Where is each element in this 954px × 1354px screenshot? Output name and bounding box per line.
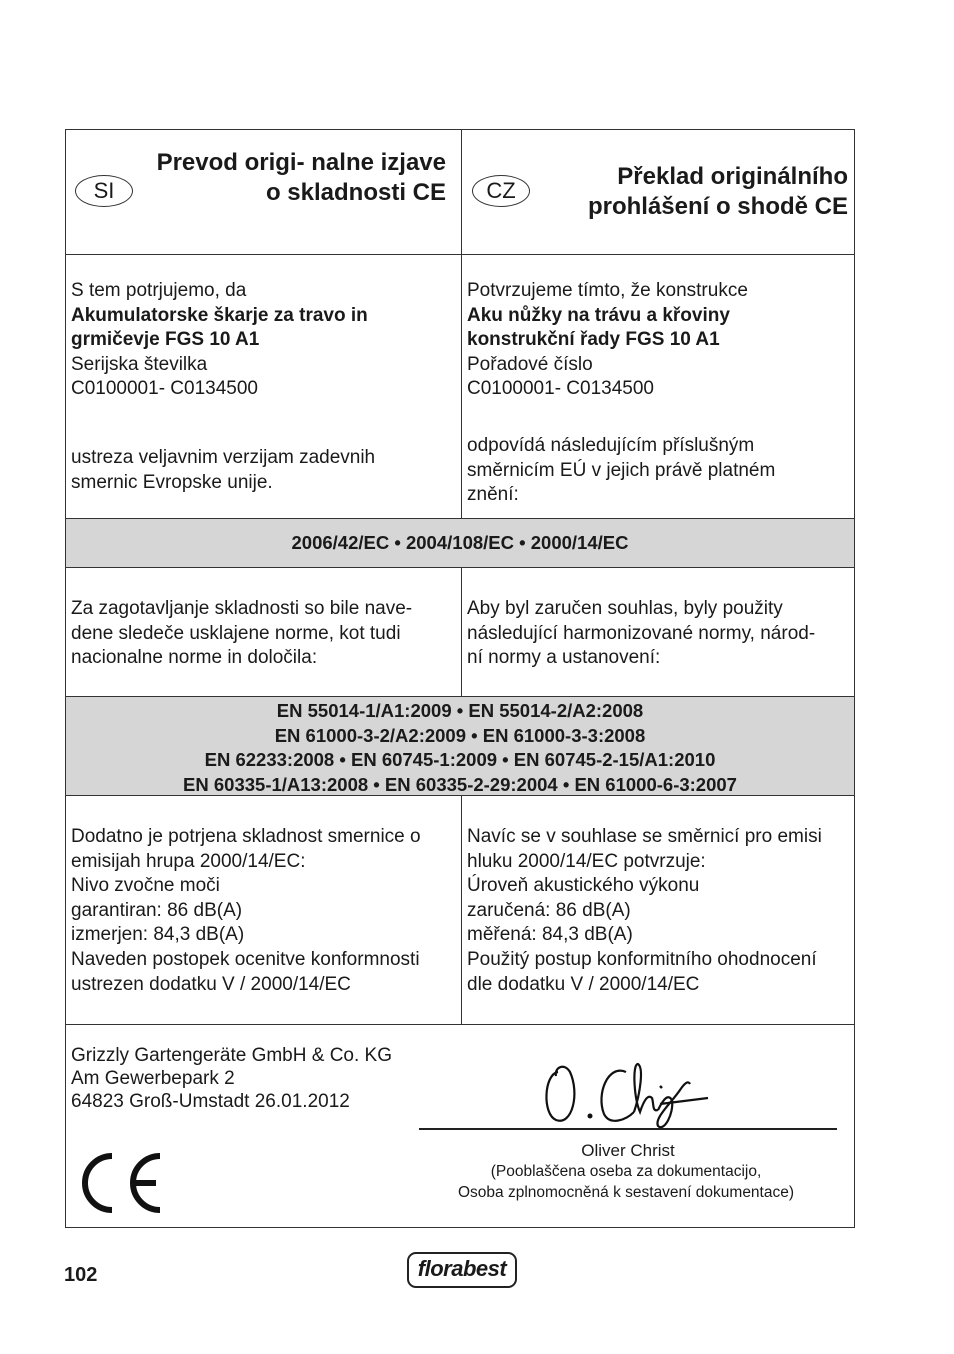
si-title: Prevod origi- nalne izjave o skladnosti CE (156, 149, 446, 206)
company-street: Am Gewerbepark 2 (71, 1068, 235, 1089)
si-language-badge: SI (75, 175, 133, 207)
ce-mark-icon (76, 1148, 164, 1223)
cz-language-badge: CZ (472, 175, 530, 207)
divider (66, 518, 854, 519)
divider (66, 254, 854, 255)
directives-list: 2006/42/EC • 2004/108/EC • 2000/14/EC (291, 532, 629, 553)
company-city-date: 64823 Groß-Umstadt 26.01.2012 (71, 1091, 350, 1112)
florabest-logo: florabest (407, 1252, 517, 1288)
si-product-statement: S tem potrjujemo, da Akumulatorske škarje za travo in grmičevje FGS 10 A1 Serijska številka C0100001- C0134500 (71, 280, 368, 400)
signatory-role: (Pooblaščena oseba za dokumentacijo, Osoba zplnomocněná k sestavení dokumentace) (457, 1163, 795, 1201)
norm-line: EN 61000-3-2/A2:2009 • EN 61000-3-3:2008 (274, 724, 646, 746)
column-divider (461, 130, 462, 519)
norm-line: EN 60335-1/A13:2008 • EN 60335-2-29:2004 • EN 61000-6-3:2007 (183, 773, 737, 795)
declaration-table (65, 129, 855, 1228)
si-norms-intro: Za zagotavljanje skladnosti so bile nave- dene sledeče usklajene norme, kot tudi nacionalne norme in določila: (71, 598, 413, 669)
norms-list (66, 699, 854, 797)
column-divider (461, 567, 462, 696)
cz-noise-statement: Navíc se v souhlase se směrnicí pro emisi hluku 2000/14/EC potvrzuje: Úroveň akustického výkonu zaručená: 86 dB(A) měřená: 84,3 dB(A) Použitý postup konformitního ohodnocení dle dodatku V / 2000/14/EC (467, 826, 822, 995)
si-noise-statement: Dodatno je potrjena skladnost smernice o emisijah hrupa 2000/14/EC: Nivo zvočne moči garantiran: 86 dB(A) izmerjen: 84,3 dB(A) Naveden postopek ocenitve konformnosti ustrezen dodatku V / 2000/14/EC (71, 826, 421, 995)
cz-conformity-statement: odpovídá následujícím příslušným směrnicím EÚ v jejich právě platném znění: (467, 435, 776, 506)
divider (66, 696, 854, 697)
column-divider (461, 795, 462, 1024)
cz-norms-intro: Aby byl zaručen souhlas, byly použity následující harmonizované normy, národ- ní normy a ustanovení: (467, 598, 816, 669)
divider (66, 567, 854, 568)
norm-line: EN 62233:2008 • EN 60745-1:2009 • EN 60745-2-15/A1:2010 (204, 749, 716, 771)
signatory-name: Oliver Christ (581, 1141, 675, 1160)
company-name: Grizzly Gartengeräte GmbH & Co. KG (71, 1045, 392, 1066)
page-number: 102 (64, 1264, 98, 1286)
divider (66, 1024, 854, 1025)
signature-line (419, 1128, 837, 1130)
norm-line: EN 55014-1/A1:2009 • EN 55014-2/A2:2008 (276, 700, 644, 721)
company-address (71, 1044, 451, 1113)
cz-title: Překlad originálního prohlášení o shodě CE (587, 163, 848, 220)
signature-image (540, 1054, 720, 1139)
si-conformity-statement: ustreza veljavnim verzijam zadevnih smernic Evropske unije. (71, 447, 376, 493)
cz-product-statement: Potvrzujeme tímto, že konstrukce Aku nůžky na trávu a křoviny konstrukční řady FGS 10 A1 Pořadové číslo C0100001- C0134500 (467, 280, 748, 400)
